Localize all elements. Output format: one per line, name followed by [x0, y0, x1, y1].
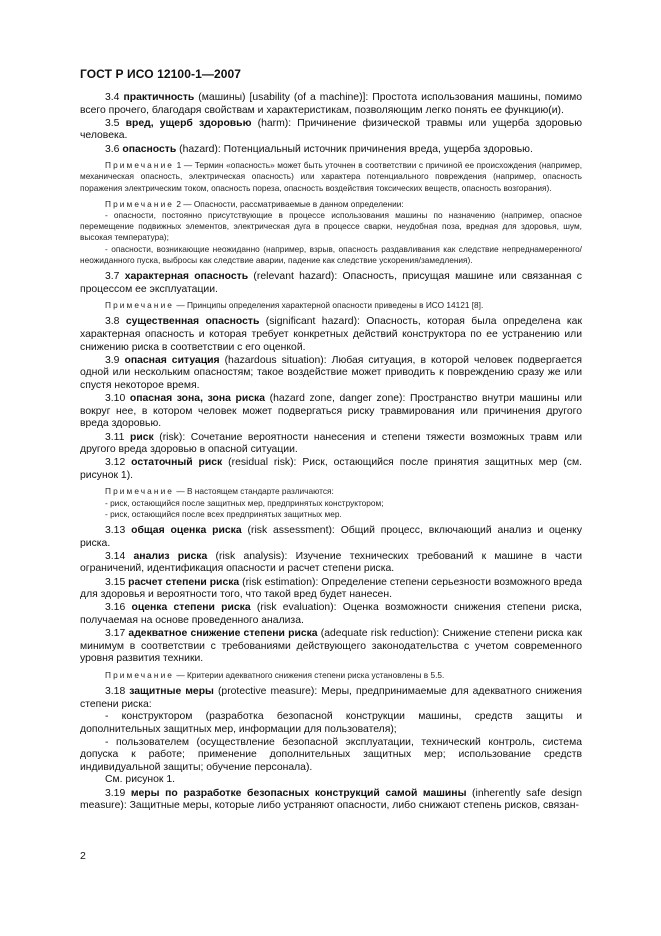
note-list-item: - риск, остающийся после защитных мер, предпринятых конструктором;: [105, 497, 384, 508]
term: меры по разработке безопасных конструкций самой машины: [130, 787, 467, 799]
definition-text: (hazard zone, danger zone): Пространство внутри машины или вокруг нее, в котором человек может подвергаться риску травмирования или причинения другого вреда здоровью.: [80, 393, 582, 430]
definition-text: (inherently safe design measure): Защитные меры, которые либо устраняют опасности, либо снижают степень рисков, связан-: [80, 787, 583, 812]
definition-3-12: [80, 457, 582, 482]
note-text: — В настоящем стандарте различаются:: [174, 486, 334, 497]
term: анализ риска: [133, 550, 208, 562]
note-list-item: - риск, остающийся после всех предпринятых защитных мер.: [105, 508, 342, 519]
note-3-17: [80, 670, 582, 681]
definition-3-14: [80, 551, 582, 576]
definition-3-16: [80, 602, 582, 627]
term: расчет степени риска: [128, 576, 240, 588]
definition-text: (hazard): Потенциальный источник причинения вреда, ущерба здоровью.: [176, 143, 533, 155]
note-3-6-2: [80, 199, 582, 266]
see-figure-reference: См. рисунок 1.: [105, 774, 176, 786]
term: общая оценка риска: [131, 525, 242, 537]
note-3-6-1: [80, 160, 582, 194]
note-label: Примечание: [105, 160, 175, 171]
term: характерная опасность: [124, 270, 249, 282]
clause-number: 3.6: [105, 143, 120, 155]
definition-text: (protective measure): Меры, предпринимаемые для адекватного снижения степени риска:: [80, 686, 582, 710]
definition-text: (risk evaluation): Оценка возможности снижения степени риска, получаемая на основе проведенного анализа.: [80, 602, 583, 627]
definition-text: (машины) [usability (of a machine)]: Простота использования машины, помимо всего прочего, благодаря свойствам и характеристикам, позволяющим легко понять ее функцию(и).: [80, 92, 582, 116]
page-header-title: ГОСТ Р ИСО 12100-1—2007: [80, 67, 242, 81]
note-label: Примечание: [105, 669, 175, 680]
clause-number: 3.17: [105, 628, 126, 640]
term: остаточный риск: [131, 457, 223, 469]
clause-number: 3.8: [105, 316, 120, 328]
clause-number: 3.12: [105, 457, 126, 469]
clause-number: 3.13: [105, 525, 126, 537]
term: вред, ущерб здоровью: [125, 117, 252, 129]
clause-number: 3.4: [105, 92, 120, 103]
term: опасность: [122, 143, 177, 155]
clause-number: 3.7: [105, 270, 120, 282]
definition-text: (significant hazard): Опасность, которая была определена как характерная опасность и которая требует конкретных действий конструктора по ее устранению или снижению риска в соответствии с его оценкой.: [80, 316, 582, 353]
note-3-7: [80, 300, 582, 311]
definition-text: (relevant hazard): Опасность, присущая машине или связанная с процессом ее эксплуатации.: [80, 270, 582, 295]
note-text: 2 — Опасности, рассматриваемые в данном определении:: [174, 198, 404, 209]
page-body: [80, 92, 582, 813]
definition-list-item: - конструктором (разработка безопасной конструкции машины, средств защиты и дополнительных защитных мер, информации для пользователя);: [80, 711, 582, 735]
definition-3-10: [80, 393, 582, 431]
definition-text: (adequate risk reduction): Снижение степени риска как минимум в соответствии с требованиями действующего законодательства с учетом современного уровня развития техники.: [80, 628, 582, 665]
clause-number: 3.18: [105, 686, 126, 698]
definition-3-19: [80, 788, 582, 813]
note-label: Примечание: [105, 198, 175, 209]
term: опасная ситуация: [124, 354, 220, 366]
definition-text: (risk estimation): Определение степени серьезности возможного вреда для здоровья и вероятности того, что такой вред будет нанесен.: [80, 576, 582, 601]
clause-number: 3.15: [105, 576, 126, 588]
page-number: 2: [80, 850, 86, 862]
definition-3-7: [80, 271, 582, 296]
note-label: Примечание: [105, 486, 175, 497]
definition-3-4: [80, 92, 582, 117]
definition-list-item: - пользователем (осуществление безопасной эксплуатации, технический контроль, система допуска к работе; применение дополнительных защитных мер; использование средств индивидуальной защиты; обучение персонала).: [80, 736, 582, 773]
term: оценка степени риска: [131, 602, 251, 614]
definition-3-13: [80, 525, 582, 550]
definition-text: (residual risk): Риск, остающийся после принятия защитных мер (см. рисунок 1).: [80, 457, 582, 481]
note-text: 1 — Термин «опасность» может быть уточнен в соответствии с причиной ее происхождения (например, механическая опасность, электрическая опасность) или характера потенциального повреждения (например, опасность поражения электрическим током, опасность пореза, опасность воздействия токсических веществ, опасность возгорания).: [80, 160, 582, 193]
definition-3-18: [80, 686, 582, 787]
clause-number: 3.16: [105, 602, 126, 614]
term: практичность: [123, 92, 195, 103]
definition-text: (risk): Сочетание вероятности нанесения и степени тяжести возможных травм или другого вреда здоровью в опасной ситуации.: [80, 431, 583, 456]
clause-number: 3.10: [105, 393, 126, 405]
definition-3-15: [80, 577, 582, 602]
definition-3-11: [80, 432, 582, 457]
definition-3-8: [80, 316, 582, 354]
note-3-12: [80, 486, 582, 520]
term: риск: [130, 431, 154, 443]
clause-number: 3.9: [105, 354, 120, 366]
clause-number: 3.14: [105, 550, 126, 562]
note-text: — Принципы определения характерной опасности приведены в ИСО 14121 [8].: [174, 300, 484, 311]
term: адекватное снижение степени риска: [128, 628, 318, 640]
definition-text: (hazardous situation): Любая ситуация, в которой человек подвергается одной или нескольким опасностям; такое воздействие может приводить к повреждению сразу же или спустя некоторое время.: [80, 354, 582, 391]
clause-number: 3.11: [105, 431, 125, 443]
note-text: — Критерии адекватного снижения степени риска установлены в 5.5.: [174, 669, 445, 680]
note-label: Примечание: [105, 300, 175, 311]
clause-number: 3.19: [105, 787, 126, 799]
term: опасная зона, зона риска: [129, 393, 266, 405]
definition-text: (harm): Причинение физической травмы или ущерба здоровью человека.: [80, 117, 582, 142]
term: существенная опасность: [125, 316, 260, 328]
definition-3-9: [80, 355, 582, 393]
definition-3-6: [80, 144, 582, 157]
definition-text: (risk assessment): Общий процесс, включающий анализ и оценку риска.: [80, 525, 583, 549]
definition-text: (risk analysis): Изучение технических требований к машине в части ограничений, идентификация опасности и расчет степени риска.: [80, 550, 583, 575]
definition-3-5: [80, 118, 582, 143]
definition-3-17: [80, 628, 582, 666]
clause-number: 3.5: [105, 117, 120, 129]
note-list-item: - опасности, возникающие неожиданно (например, взрыв, опасность раздавливания как следствие непреднамеренного/неожиданного пуска, выбросы как следствие аварии, падение как следствие ускорения/замедления).: [80, 243, 582, 265]
note-list-item: - опасности, постоянно присутствующие в процессе использования машины по назначению (например, опасное перемещение подвижных элементов, электрическая дуга в процессе сварки, неудобная поза, вредная для здоровья, шум, высокая температура);: [80, 209, 582, 243]
term: защитные меры: [129, 686, 214, 698]
